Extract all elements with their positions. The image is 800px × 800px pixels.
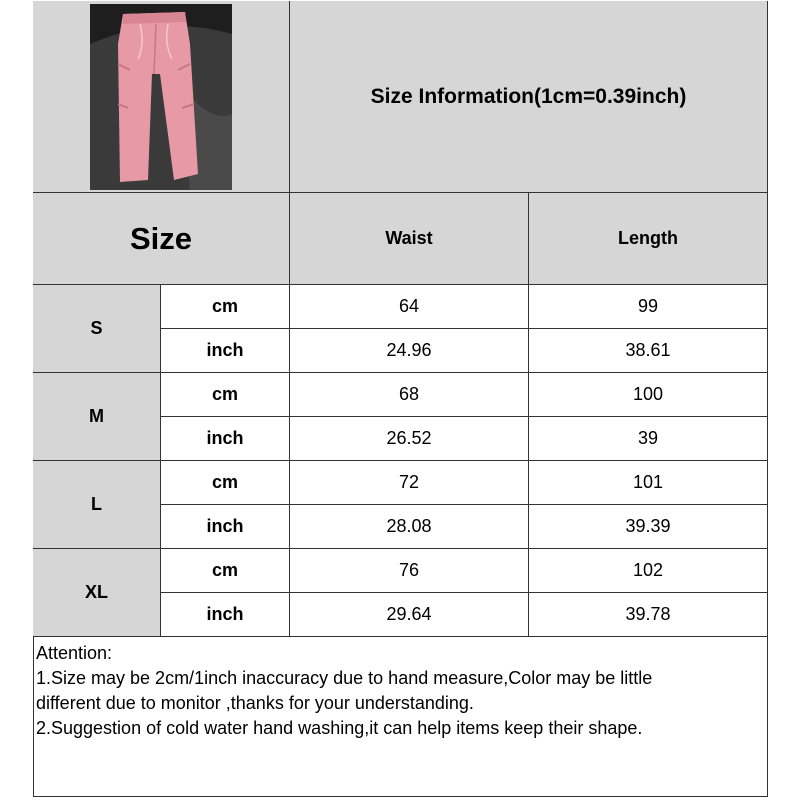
size-info-title: Size Information(1cm=0.39inch) <box>290 1 768 193</box>
waist-value: 64 <box>290 285 529 329</box>
unit-cell: inch <box>161 505 290 549</box>
unit-cell: cm <box>161 549 290 593</box>
size-label-cell: XL <box>33 549 161 637</box>
waist-value: 68 <box>290 373 529 417</box>
unit-cell: inch <box>161 593 290 637</box>
length-value: 39.39 <box>529 505 768 549</box>
product-photo <box>90 4 232 190</box>
attention-line-1b: different due to monitor ,thanks for your understanding. <box>36 693 474 713</box>
waist-value: 28.08 <box>290 505 529 549</box>
pants-image <box>90 4 232 190</box>
waist-value: 26.52 <box>290 417 529 461</box>
waist-value: 29.64 <box>290 593 529 637</box>
waist-value: 76 <box>290 549 529 593</box>
size-label-cell: M <box>33 373 161 461</box>
length-value: 100 <box>529 373 768 417</box>
size-label-cell: S <box>33 285 161 373</box>
length-value: 101 <box>529 461 768 505</box>
length-header: Length <box>529 193 768 285</box>
length-value: 99 <box>529 285 768 329</box>
attention-line-2: 2.Suggestion of cold water hand washing,it can help items keep their shape. <box>36 718 643 738</box>
attention-heading: Attention: <box>36 643 113 663</box>
unit-cell: cm <box>161 461 290 505</box>
length-value: 102 <box>529 549 768 593</box>
waist-value: 72 <box>290 461 529 505</box>
length-value: 38.61 <box>529 329 768 373</box>
unit-cell: inch <box>161 329 290 373</box>
waist-header: Waist <box>290 193 529 285</box>
waist-value: 24.96 <box>290 329 529 373</box>
length-value: 39 <box>529 417 768 461</box>
length-value: 39.78 <box>529 593 768 637</box>
attention-line-1a: 1.Size may be 2cm/1inch inaccuracy due to hand measure,Color may be little <box>36 668 653 688</box>
unit-cell: inch <box>161 417 290 461</box>
attention-notes <box>36 641 766 741</box>
unit-cell: cm <box>161 285 290 329</box>
unit-cell: cm <box>161 373 290 417</box>
size-label-cell: L <box>33 461 161 549</box>
size-header: Size <box>33 193 290 285</box>
